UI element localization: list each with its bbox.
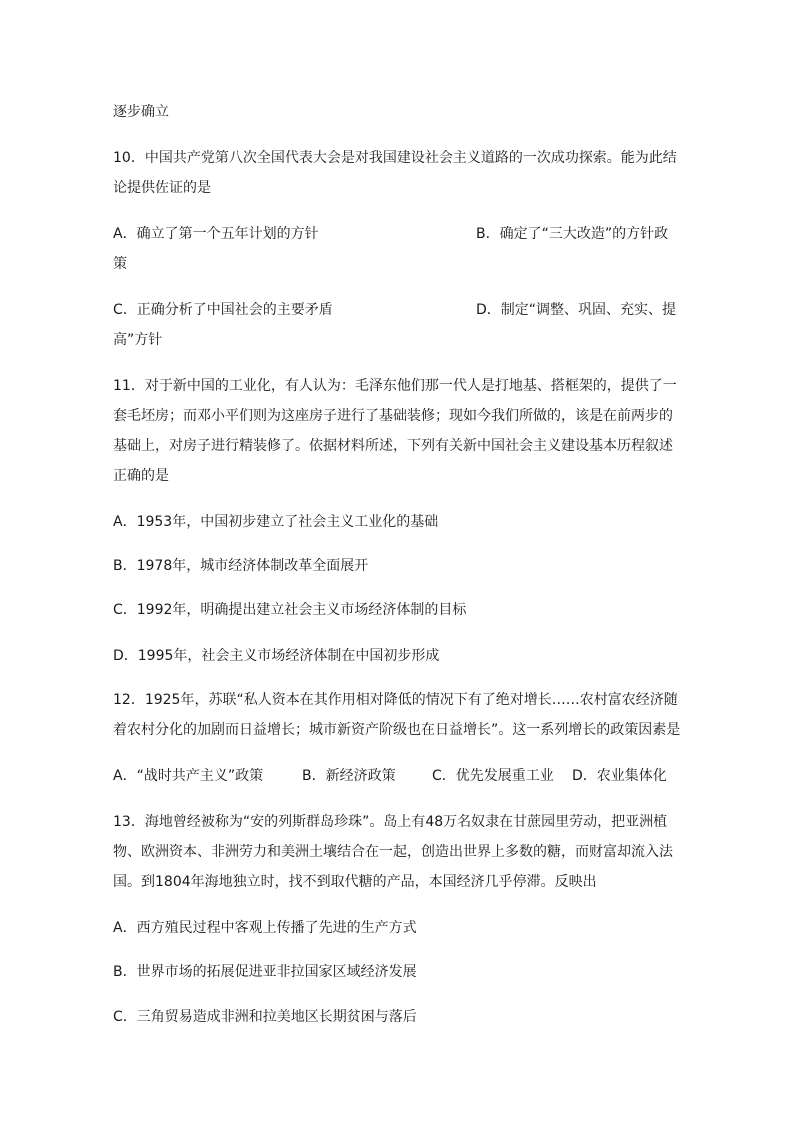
q11-option-a: A．1953年，中国初步建立了社会主义工业化的基础 (113, 514, 439, 530)
q11-option-c: C．1992年，明确提出建立社会主义市场经济体制的目标 (113, 602, 467, 618)
q10-stem-line-2: 论提供佐证的是 (113, 180, 211, 196)
continuation-text: 逐步确立 (113, 104, 169, 120)
q13-stem-line-3: 国。到1804年海地独立时，找不到取代糖的产品，本国经济几乎停滞。反映出 (113, 874, 597, 890)
q12-option-d: D．农业集体化 (572, 768, 667, 784)
q11-stem-line-4: 正确的是 (113, 468, 169, 484)
q11-stem-line-3: 基础上，对房子进行精装修了。依据材料所述，下列有关新中国社会主义建设基本历程叙述 (113, 438, 673, 454)
q10-option-d-wrap: 高”方针 (113, 332, 163, 348)
q13-option-b: B．世界市场的拓展促进亚非拉国家区域经济发展 (113, 964, 417, 980)
q10-option-a: A．确立了第一个五年计划的方针 (113, 226, 319, 242)
q13-option-c: C．三角贸易造成非洲和拉美地区长期贫困与落后 (113, 1009, 417, 1025)
q13-stem-line-1: 13．海地曾经被称为“安的列斯群岛珍珠”。岛上有48万名奴隶在甘蔗园里劳动，把亚洲植 (113, 814, 668, 830)
q10-option-d: D．制定“调整、巩固、充实、提 (476, 302, 677, 318)
q13-stem-line-2: 物、欧洲资本、非洲劳力和美洲土壤结合在一起，创造出世界上多数的糖，而财富却流入法 (113, 844, 673, 860)
q12-stem-line-1: 12．1925年，苏联“私人资本在其作用相对降低的情况下有了绝对增长……农村富农经济随 (113, 692, 678, 708)
q12-option-a: A．“战时共产主义”政策 (113, 768, 264, 784)
q11-option-b: B．1978年，城市经济体制改革全面展开 (113, 558, 369, 574)
q11-stem-line-1: 11．对于新中国的工业化，有人认为：毛泽东他们那一代人是打地基、搭框架的，提供了一 (113, 378, 677, 394)
q10-option-b-wrap: 策 (113, 256, 127, 272)
q13-option-a: A．西方殖民过程中客观上传播了先进的生产方式 (113, 920, 417, 936)
q11-stem-line-2: 套毛坯房；而邓小平们则为这座房子进行了基础装修；现如今我们所做的，该是在前两步的 (113, 408, 673, 424)
q12-option-c: C．优先发展重工业 (432, 768, 554, 784)
q10-option-b: B．确定了“三大改造”的方针政 (476, 226, 669, 242)
q10-option-c: C．正确分析了中国社会的主要矛盾 (113, 302, 333, 318)
q11-option-d: D．1995年，社会主义市场经济体制在中国初步形成 (113, 648, 440, 664)
q10-stem-line-1: 10．中国共产党第八次全国代表大会是对我国建设社会主义道路的一次成功探索。能为此结 (113, 150, 677, 166)
q12-option-b: B．新经济政策 (302, 768, 396, 784)
q12-stem-line-2: 着农村分化的加剧而日益增长；城市新资产阶级也在日益增长”。这一系列增长的政策因素是 (113, 722, 681, 738)
